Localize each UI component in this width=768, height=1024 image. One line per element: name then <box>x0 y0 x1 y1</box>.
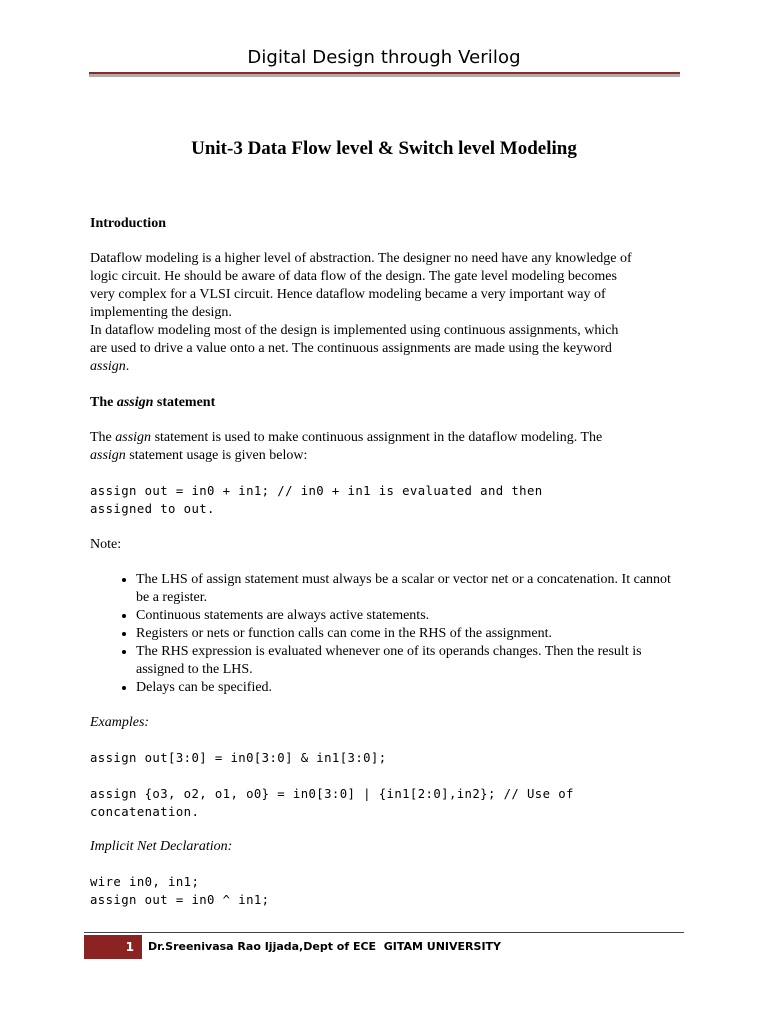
text-line <box>90 358 680 376</box>
example-code-2 <box>90 785 680 821</box>
keyword-assign: assign <box>90 448 126 463</box>
heading-keyword: assign <box>116 395 154 410</box>
line-rest: statement usage is given below: <box>125 448 308 463</box>
heading-prefix: The <box>90 395 117 410</box>
note-item: • The LHS of assign statement must always be a scalar or vector net or a concatenation. It cannot be a register. <box>136 571 680 607</box>
code-line: wire in0, in1; <box>90 875 200 889</box>
line-rest: statement is used to make continuous assignment in the dataflow modeling. The <box>151 430 603 445</box>
footer-rule <box>84 932 684 933</box>
unit-title: Unit-3 Data Flow level & Switch level Modeling <box>191 138 577 159</box>
heading-suffix: statement <box>153 395 216 410</box>
introduction-paragraph-1 <box>90 250 680 376</box>
text-line: In dataflow modeling most of the design is implemented using continuous assignments, which <box>90 323 619 338</box>
text-line: Dataflow modeling is a higher level of abstraction. The designer no need have any knowledge of <box>90 251 632 266</box>
text-line <box>90 447 680 465</box>
assign-statement-heading <box>90 394 680 412</box>
note-item: • Registers or nets or function calls can come in the RHS of the assignment. <box>136 625 680 643</box>
keyword-assign: assign <box>90 359 126 374</box>
examples-label: Examples: <box>90 715 150 730</box>
keyword-suffix: . <box>125 359 130 374</box>
code-line: assigned to out. <box>90 502 215 516</box>
text-line <box>90 429 680 447</box>
code-line: assign {o3, o2, o1, o0} = in0[3:0] | {in1[2:0],in2}; // Use of <box>90 787 574 801</box>
running-header: Digital Design through Verilog <box>247 47 521 68</box>
example-code-1 <box>90 749 680 767</box>
note-item: • The RHS expression is evaluated whenever one of its operands changes. Then the result is assigned to the LHS. <box>136 643 680 679</box>
footer-author: Dr.Sreenivasa Rao Ijjada,Dept of ECE GITAM UNIVERSITY <box>148 940 501 953</box>
note-list <box>90 571 680 697</box>
text-line: very complex for a VLSI circuit. Hence dataflow modeling became a very important way of <box>90 287 606 302</box>
header-rule <box>89 72 680 77</box>
code-line: assign out = in0 ^ in1; <box>90 893 270 907</box>
assign-description <box>90 429 680 465</box>
code-line: concatenation. <box>90 805 200 819</box>
page-number: 1 <box>84 935 142 959</box>
implicit-net-label: Implicit Net Declaration: <box>90 839 233 854</box>
line-prefix: The <box>90 430 116 445</box>
text-line: implementing the design. <box>90 305 232 320</box>
code-line: assign out = in0 + in1; // in0 + in1 is evaluated and then <box>90 484 543 498</box>
text-line: logic circuit. He should be aware of data flow of the design. The gate level modeling becomes <box>90 269 617 284</box>
note-item: • Continuous statements are always active statements. <box>136 607 680 625</box>
introduction-heading: Introduction <box>90 216 166 231</box>
note-item: • Delays can be specified. <box>136 679 680 697</box>
implicit-net-code <box>90 873 680 909</box>
note-label: Note: <box>90 537 122 552</box>
assign-code-block <box>90 482 680 518</box>
keyword-assign: assign <box>115 430 152 445</box>
code-line: assign out[3:0] = in0[3:0] & in1[3:0]; <box>90 751 387 765</box>
text-line: are used to drive a value onto a net. The continuous assignments are made using the keyword <box>90 341 612 356</box>
